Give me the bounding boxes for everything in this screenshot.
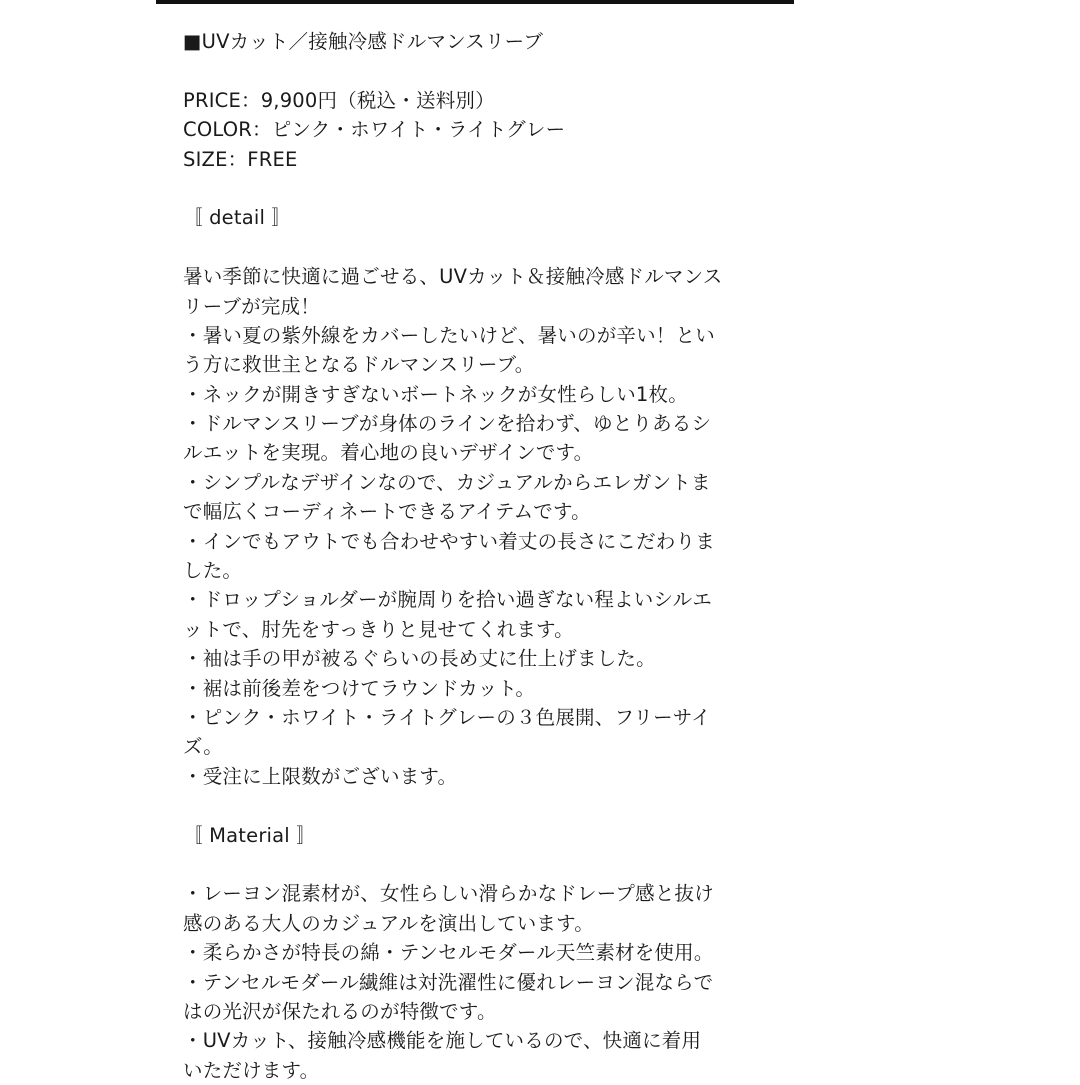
detail-body [183,262,783,791]
product-description [183,27,783,1085]
material-line: ・UVカット、接触冷感機能を施しているので、快適に着用 [183,1029,702,1053]
detail-line: ・シンプルなデザインなので、カジュアルからエレガントま [183,470,711,494]
detail-line: ・裾は前後差をつけてラウンドカット。 [183,676,536,700]
material-body [183,879,783,1085]
detail-line: 暑い季節に快適に過ごせる、UVカット＆接触冷感ドルマンス [183,265,723,289]
detail-line: ・ドルマンスリーブが身体のラインを拾わず、ゆとりあるシ [183,412,712,436]
material-line: ・レーヨン混素材が、女性らしい滑らかなドレープ感と抜け [183,882,714,906]
spacer [183,56,783,85]
material-line: 感のある大人のカジュアルを演出しています。 [183,911,594,935]
spacer [183,174,783,203]
detail-line: う方に救世主となるドルマンスリーブ。 [183,353,535,377]
detail-line: ・受注に上限数がございます。 [183,764,458,788]
material-line: ・柔らかさが特長の綿・テンセルモダール天竺素材を使用。 [183,941,714,965]
detail-section-title: 〚 detail 〛 [183,206,292,230]
detail-line: ・ピンク・ホワイト・ライトグレーの３色展開、フリーサイ [183,705,711,729]
detail-line: した。 [183,559,243,583]
spacer [183,233,783,262]
detail-line: ズ。 [183,735,223,759]
detail-line: ・袖は手の甲が被るぐらいの長め丈に仕上げました。 [183,647,656,671]
detail-line: ルエットを実現。着心地の良いデザインです。 [183,441,594,465]
detail-line: リーブが完成！ [183,294,320,318]
product-heading: ■UVカット／接触冷感ドルマンスリーブ [183,30,544,53]
top-divider [156,0,794,4]
spacer [183,850,783,879]
detail-line: ・ドロップショルダーが腕周りを拾い過ぎない程よいシルエ [183,588,713,612]
material-section-title: 〚 Material 〛 [183,823,317,847]
detail-line: ットで、肘先をすっきりと見せてくれます。 [183,617,574,641]
spacer [183,791,783,820]
detail-line: ・暑い夏の紫外線をカバーしたいけど、暑いのが辛い！とい [183,323,715,347]
material-line: はの光沢が保たれるのが特徴です。 [183,999,497,1023]
detail-line: で幅広くコーディネートできるアイテムです。 [183,500,591,524]
material-line: ・テンセルモダール繊維は対洗濯性に優れレーヨン混ならで [183,970,714,994]
material-line: いただけます。 [183,1058,320,1082]
detail-line: ・インでもアウトでも合わせやすい着丈の長さにこだわりま [183,529,715,553]
price-line: PRICE：9,900円（税込・送料別） [183,88,495,112]
color-line: COLOR：ピンク・ホワイト・ライトグレー [183,118,566,142]
size-line: SIZE：FREE [183,147,298,171]
detail-line: ・ネックが開きすぎないボートネックが女性らしい1枚。 [183,382,688,406]
